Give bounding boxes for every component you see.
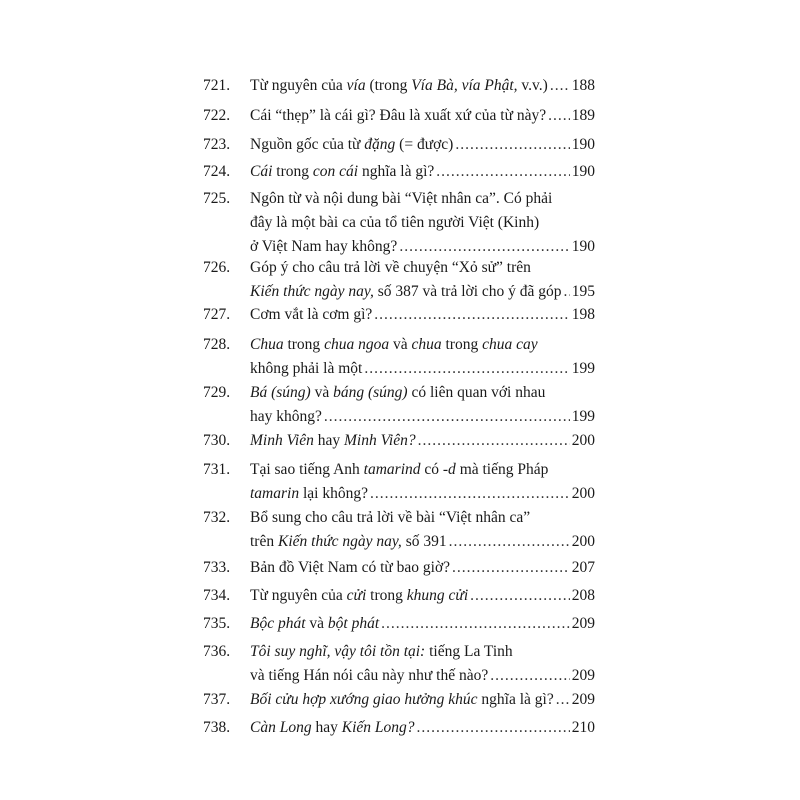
dot-leader bbox=[470, 584, 570, 608]
title-segment: Góp ý cho câu trả lời về chuyện “Xỏ sử” trên bbox=[250, 259, 531, 276]
entry-title-line bbox=[250, 640, 595, 664]
page-number: 189 bbox=[571, 107, 595, 124]
page-number: 200 bbox=[571, 432, 595, 449]
entry-number: 734. bbox=[203, 587, 231, 604]
page-number: 190 bbox=[571, 238, 595, 255]
entry-title-line bbox=[250, 506, 595, 530]
entry-title bbox=[250, 429, 595, 453]
entry-title bbox=[250, 640, 595, 688]
entry-title-line bbox=[250, 303, 595, 327]
title-segment: Vía Bà, vía Phật, bbox=[411, 77, 518, 94]
entry-number: 728. bbox=[203, 336, 231, 353]
entry-title-line bbox=[250, 133, 595, 157]
title-segment: báng (súng) bbox=[333, 384, 408, 401]
page-number: 188 bbox=[571, 77, 595, 94]
entry-title bbox=[250, 716, 595, 740]
page-number: 209 bbox=[571, 615, 595, 632]
title-segment: Càn Long bbox=[250, 719, 312, 736]
dot-leader bbox=[324, 405, 570, 429]
entry-title-line bbox=[250, 664, 595, 688]
entry-number: 735. bbox=[203, 615, 231, 632]
dot-leader bbox=[449, 530, 570, 554]
entry-number: 723. bbox=[203, 136, 231, 153]
title-segment: Bối cửu hợp xướng giao hưởng khúc bbox=[250, 691, 478, 708]
entry-title bbox=[250, 612, 595, 636]
entry-title bbox=[250, 458, 595, 506]
title-segment: chua bbox=[411, 336, 442, 353]
dot-leader bbox=[418, 429, 570, 453]
title-segment: hay bbox=[311, 719, 342, 736]
title-segment: và bbox=[310, 384, 334, 401]
entry-title-line bbox=[250, 357, 595, 381]
title-segment: hay không? bbox=[250, 408, 322, 425]
title-segment: Từ nguyên của bbox=[250, 587, 347, 604]
title-segment: Chua bbox=[250, 336, 284, 353]
entry-number: 731. bbox=[203, 461, 231, 478]
dot-leader bbox=[490, 664, 570, 688]
entry-title bbox=[250, 187, 595, 259]
dot-leader bbox=[436, 160, 569, 184]
dot-leader bbox=[564, 280, 570, 304]
dot-leader bbox=[550, 74, 570, 98]
entry-title-line bbox=[250, 187, 595, 211]
entry-number: 727. bbox=[203, 306, 231, 323]
title-segment: Kiến thức ngày nay, bbox=[250, 283, 374, 300]
dot-leader bbox=[455, 133, 569, 157]
dot-leader bbox=[374, 303, 569, 327]
entry-title-line bbox=[250, 584, 595, 608]
entry-number: 729. bbox=[203, 384, 231, 401]
page-number: 199 bbox=[571, 408, 595, 425]
entry-title-line bbox=[250, 160, 595, 184]
entry-title bbox=[250, 303, 595, 327]
entry-number: 726. bbox=[203, 259, 231, 276]
dot-leader bbox=[548, 104, 570, 128]
dot-leader bbox=[452, 556, 570, 580]
title-segment: trong bbox=[441, 336, 483, 353]
entry-title-line bbox=[250, 612, 595, 636]
entry-title-line bbox=[250, 381, 595, 405]
page-number: 190 bbox=[571, 163, 595, 180]
entry-title-line bbox=[250, 688, 595, 712]
title-segment: Bá (súng) bbox=[250, 384, 311, 401]
entry-title-line bbox=[250, 256, 595, 280]
title-segment: không phải là một bbox=[250, 360, 363, 377]
title-segment: tamarin bbox=[250, 485, 300, 502]
entry-title-line bbox=[250, 482, 595, 506]
title-segment: Kiến Long? bbox=[341, 719, 415, 736]
entry-number: 737. bbox=[203, 691, 231, 708]
dot-leader bbox=[556, 688, 570, 712]
page-number: 199 bbox=[571, 360, 595, 377]
title-segment: bột phát bbox=[327, 615, 380, 632]
page-number: 209 bbox=[571, 667, 595, 684]
entry-title-line bbox=[250, 458, 595, 482]
page-number: 210 bbox=[571, 719, 595, 736]
page-number: 200 bbox=[571, 485, 595, 502]
title-segment: Từ nguyên của bbox=[250, 77, 347, 94]
entry-title bbox=[250, 133, 595, 157]
title-segment: nghĩa là gì? bbox=[477, 691, 554, 708]
dot-leader bbox=[364, 357, 569, 381]
entry-title bbox=[250, 333, 595, 381]
title-segment: tamarind bbox=[363, 461, 421, 478]
title-segment: mà tiếng Pháp bbox=[455, 461, 549, 478]
entry-title-line bbox=[250, 280, 595, 304]
entry-title bbox=[250, 381, 595, 429]
entry-number: 724. bbox=[203, 163, 231, 180]
title-segment: trong bbox=[272, 163, 313, 180]
entry-title bbox=[250, 584, 595, 608]
entry-title bbox=[250, 256, 595, 304]
title-segment: số 391 bbox=[401, 533, 447, 550]
title-segment: chua ngoa bbox=[324, 336, 390, 353]
title-segment: Minh Viên bbox=[250, 432, 314, 449]
entry-title-line bbox=[250, 716, 595, 740]
entry-number: 736. bbox=[203, 643, 231, 660]
title-segment: tiếng La Tinh bbox=[425, 643, 513, 660]
title-segment: trong bbox=[366, 587, 407, 604]
page-number: 209 bbox=[571, 691, 595, 708]
title-segment: Nguồn gốc của từ bbox=[250, 136, 365, 153]
title-segment: và bbox=[305, 615, 328, 632]
title-segment: Cái bbox=[250, 163, 273, 180]
title-segment: nghĩa là gì? bbox=[358, 163, 435, 180]
entry-title-line bbox=[250, 104, 595, 128]
title-segment: và bbox=[389, 336, 412, 353]
dot-leader bbox=[370, 482, 570, 506]
title-segment: đây là một bài ca của tổ tiên người Việt (Kinh) bbox=[250, 214, 540, 231]
entry-number: 730. bbox=[203, 432, 231, 449]
dot-leader bbox=[417, 716, 570, 740]
title-segment: Ngôn từ và nội dung bài “Việt nhân ca”. Có phải bbox=[250, 190, 553, 207]
title-segment: cửi bbox=[346, 587, 367, 604]
title-segment: Kiến thức ngày nay, bbox=[277, 533, 402, 550]
title-segment: vía bbox=[346, 77, 366, 94]
title-segment: hay bbox=[313, 432, 344, 449]
title-segment: có liên quan với nhau bbox=[407, 384, 546, 401]
title-segment: Tôi suy nghĩ, vậy tôi tồn tại: bbox=[250, 643, 426, 660]
title-segment: Bộc phát bbox=[250, 615, 306, 632]
entry-number: 722. bbox=[203, 107, 231, 124]
title-segment: lại không? bbox=[299, 485, 368, 502]
title-segment: Cái “thẹp” là cái gì? Đâu là xuất xứ của từ này? bbox=[250, 107, 547, 124]
entry-title bbox=[250, 160, 595, 184]
page-number: 198 bbox=[571, 306, 595, 323]
entry-title-line bbox=[250, 74, 595, 98]
title-segment: Cơm vắt là cơm gì? bbox=[250, 306, 373, 323]
title-segment: Tại sao tiếng Anh bbox=[250, 461, 364, 478]
entry-title-line bbox=[250, 556, 595, 580]
title-segment: và tiếng Hán nói câu này như thế nào? bbox=[250, 667, 489, 684]
title-segment: (trong bbox=[365, 77, 412, 94]
entry-number: 738. bbox=[203, 719, 231, 736]
page-number: 207 bbox=[571, 559, 595, 576]
title-segment: chua cay bbox=[482, 336, 538, 353]
title-segment: con cái bbox=[312, 163, 359, 180]
title-segment: Bổ sung cho câu trả lời về bài “Việt nhân ca” bbox=[250, 509, 531, 526]
entry-title bbox=[250, 104, 595, 128]
title-segment: v.v.) bbox=[517, 77, 548, 94]
title-segment: (= được) bbox=[395, 136, 454, 153]
title-segment: có bbox=[420, 461, 443, 478]
entry-title bbox=[250, 556, 595, 580]
entry-title-line bbox=[250, 429, 595, 453]
page-number: 200 bbox=[571, 533, 595, 550]
title-segment: Bản đồ Việt Nam có từ bao giờ? bbox=[250, 559, 451, 576]
entry-number: 733. bbox=[203, 559, 231, 576]
entry-title bbox=[250, 74, 595, 98]
title-segment: ở Việt Nam hay không? bbox=[250, 238, 398, 255]
title-segment: Minh Viên? bbox=[344, 432, 416, 449]
page-number: 195 bbox=[571, 283, 595, 300]
entry-title-line bbox=[250, 530, 595, 554]
entry-title bbox=[250, 506, 595, 554]
page-number: 208 bbox=[571, 587, 595, 604]
dot-leader bbox=[381, 612, 570, 636]
page-number: 190 bbox=[571, 136, 595, 153]
entry-title-line bbox=[250, 405, 595, 429]
entry-title bbox=[250, 688, 595, 712]
entry-title-line bbox=[250, 333, 595, 357]
entry-number: 721. bbox=[203, 77, 231, 94]
title-segment: khung cửi bbox=[406, 587, 469, 604]
title-segment: trong bbox=[283, 336, 325, 353]
title-segment: trên bbox=[250, 533, 278, 550]
entry-title-line bbox=[250, 211, 595, 235]
title-segment: -d bbox=[442, 461, 456, 478]
entry-number: 732. bbox=[203, 509, 231, 526]
title-segment: số 387 và trả lời cho ý đã góp bbox=[373, 283, 562, 300]
title-segment: đặng bbox=[364, 136, 396, 153]
entry-number: 725. bbox=[203, 190, 231, 207]
